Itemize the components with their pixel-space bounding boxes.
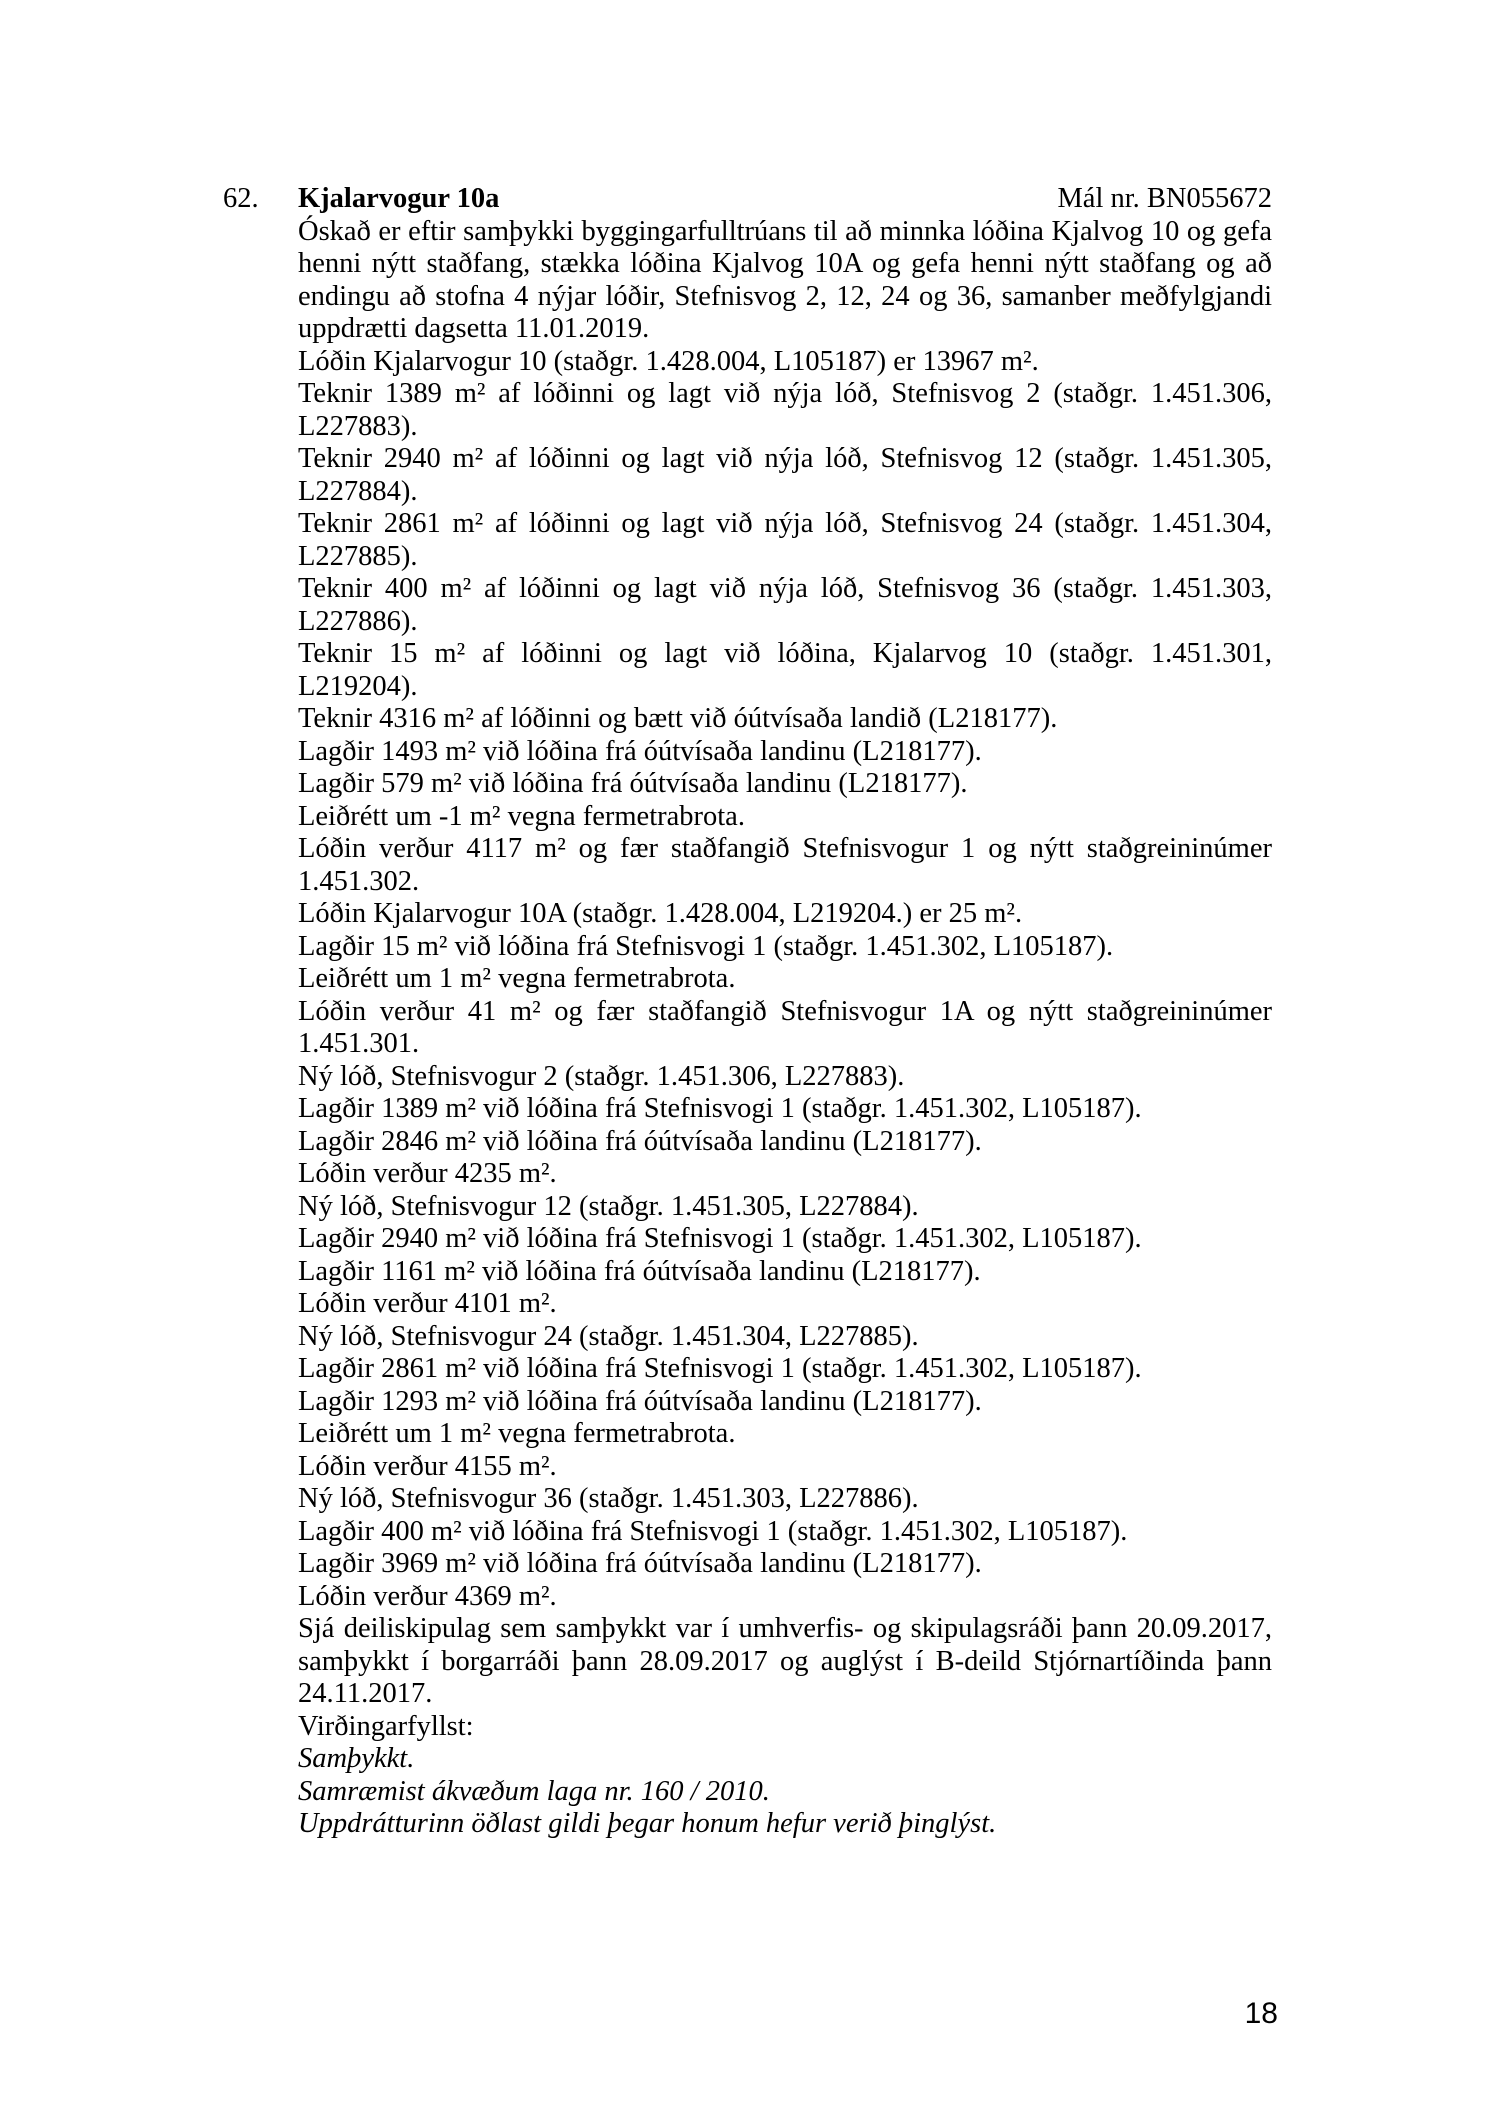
paragraph: Ný lóð, Stefnisvogur 36 (staðgr. 1.451.303, L227886). — [298, 1483, 919, 1514]
paragraph: Lóðin verður 41 m² og fær staðfangið Stefnisvogur 1A og nýtt staðgreininúmer 1.451.301. — [298, 995, 1272, 1059]
paragraph: Lóðin verður 4235 m². — [298, 1158, 557, 1189]
paragraph: Lóðin verður 4155 m². — [298, 1450, 557, 1482]
paragraph: Lóðin verður 4101 m². — [298, 1288, 557, 1319]
paragraph: Lóðin verður 4117 m² og fær staðfangið Stefnisvogur 1 og nýtt staðgreininúmer 1.451.302. — [298, 833, 1272, 897]
paragraph: Teknir 2940 m² af lóðinni og lagt við nýja lóð, Stefnisvog 12 (staðgr. 1.451.305, L227884). — [298, 443, 1272, 507]
paragraph: Leiðrétt um 1 m² vegna fermetrabrota. — [298, 1418, 736, 1449]
item-heading — [223, 183, 1272, 216]
item-number: 62. — [223, 183, 259, 214]
paragraph: Uppdrátturinn öðlast gildi þegar honum hefur verið þinglýst. — [298, 1808, 997, 1839]
paragraph: Samþykkt. — [298, 1743, 415, 1774]
paragraph: Lagðir 1493 m² við lóðina frá óútvísaða landinu (L218177). — [298, 735, 982, 767]
item-title: Kjalarvogur 10a — [298, 183, 500, 214]
paragraph: Lagðir 400 m² við lóðina frá Stefnisvogi 1 (staðgr. 1.451.302, L105187). — [298, 1515, 1128, 1547]
paragraph: Teknir 4316 m² af lóðinni og bætt við óútvísaða landið (L218177). — [298, 703, 1058, 734]
page-number: 18 — [1244, 1997, 1278, 2030]
paragraph: Lagðir 579 m² við lóðina frá óútvísaða landinu (L218177). — [298, 768, 968, 799]
paragraph: Lagðir 3969 m² við lóðina frá óútvísaða landinu (L218177). — [298, 1548, 982, 1579]
agenda-item — [223, 183, 1272, 1841]
case-number: Mál nr. BN055672 — [1057, 183, 1272, 214]
paragraph: Lagðir 2861 m² við lóðina frá Stefnisvogi 1 (staðgr. 1.451.302, L105187). — [298, 1353, 1142, 1384]
paragraph: Lagðir 15 m² við lóðina frá Stefnisvogi 1 (staðgr. 1.451.302, L105187). — [298, 930, 1114, 962]
paragraph: Leiðrétt um -1 m² vegna fermetrabrota. — [298, 800, 745, 832]
paragraph: Ný lóð, Stefnisvogur 12 (staðgr. 1.451.305, L227884). — [298, 1190, 919, 1222]
paragraph: Lóðin verður 4369 m². — [298, 1580, 557, 1612]
paragraph: Lagðir 1161 m² við lóðina frá óútvísaða landinu (L218177). — [298, 1255, 981, 1287]
paragraphs — [298, 216, 1272, 1841]
paragraph: Teknir 2861 m² af lóðinni og lagt við nýja lóð, Stefnisvog 24 (staðgr. 1.451.304, L227885). — [298, 508, 1272, 572]
paragraph: Samræmist ákvæðum laga nr. 160 / 2010. — [298, 1775, 770, 1807]
paragraph: Lóðin Kjalarvogur 10 (staðgr. 1.428.004, L105187) er 13967 m². — [298, 345, 1039, 377]
paragraph: Lóðin Kjalarvogur 10A (staðgr. 1.428.004, L219204.) er 25 m². — [298, 898, 1023, 929]
paragraph: Leiðrétt um 1 m² vegna fermetrabrota. — [298, 963, 736, 994]
paragraph: Virðingarfyllst: — [298, 1710, 474, 1742]
paragraph: Ný lóð, Stefnisvogur 2 (staðgr. 1.451.306, L227883). — [298, 1060, 905, 1092]
paragraph: Lagðir 2846 m² við lóðina frá óútvísaða landinu (L218177). — [298, 1125, 982, 1157]
paragraph: Teknir 15 m² af lóðinni og lagt við lóðina, Kjalarvog 10 (staðgr. 1.451.301, L219204). — [298, 638, 1272, 702]
paragraph: Lagðir 1293 m² við lóðina frá óútvísaða landinu (L218177). — [298, 1385, 982, 1417]
paragraph: Sjá deiliskipulag sem samþykkt var í umhverfis- og skipulagsráði þann 20.09.2017, samþykkt í borgarráði þann 28.09.2017 og auglýst í B-deild Stjórnartíðinda þann 24.11.2017. — [298, 1613, 1272, 1709]
paragraph: Ný lóð, Stefnisvogur 24 (staðgr. 1.451.304, L227885). — [298, 1320, 919, 1352]
paragraph: Lagðir 2940 m² við lóðina frá Stefnisvogi 1 (staðgr. 1.451.302, L105187). — [298, 1223, 1142, 1254]
paragraph: Óskað er eftir samþykki byggingarfulltrúans til að minnka lóðina Kjalvog 10 og gefa henni nýtt staðfang, stækka lóðina Kjalvog 10A og gefa henni nýtt staðfang og að endingu að stofna 4 nýjar lóðir, Stefnisvog 2, 12, 24 og 36, samanber meðfylgjandi uppdrætti dagsetta 11.01.2019. — [298, 215, 1272, 344]
paragraph: Teknir 400 m² af lóðinni og lagt við nýja lóð, Stefnisvog 36 (staðgr. 1.451.303, L227886). — [298, 573, 1272, 637]
paragraph: Teknir 1389 m² af lóðinni og lagt við nýja lóð, Stefnisvog 2 (staðgr. 1.451.306, L227883). — [298, 378, 1272, 442]
paragraph: Lagðir 1389 m² við lóðina frá Stefnisvogi 1 (staðgr. 1.451.302, L105187). — [298, 1093, 1142, 1124]
